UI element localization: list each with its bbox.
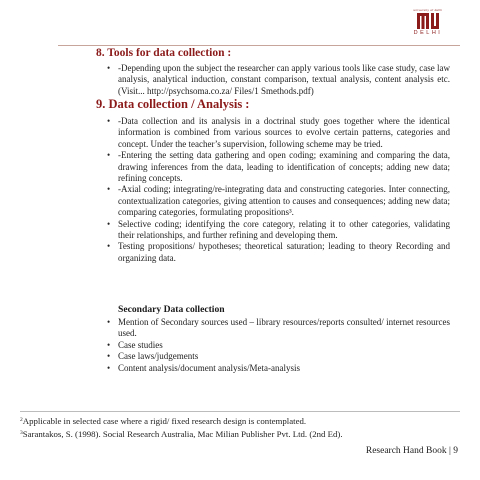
section-heading-analysis: 9. Data collection / Analysis :	[96, 97, 250, 111]
footnote	[20, 428, 460, 441]
subsection-heading-secondary: Secondary Data collection	[118, 304, 225, 315]
list-item: • Mention of Secondary sources used – library resources/reports consulted/ internet resources used.	[104, 317, 450, 340]
list-item: • -Axial coding; integrating/re-integrating data and constructing categories. Inter connecting, contextualization categories, giving attention to causes and consequences; adding new data; comparing categories, formulating propositions³.	[104, 184, 450, 218]
footnotes	[20, 415, 460, 440]
list-item: • Case studies	[104, 340, 450, 351]
list-item: • Testing propositions/ hypotheses; theoretical saturation; leading to theory Recording and organizing data.	[104, 241, 450, 264]
footnote	[20, 415, 460, 428]
page-footer: Research Hand Book | 9	[365, 446, 458, 456]
footnote-divider	[20, 411, 460, 412]
logo-tiny-text: university of delhi	[413, 8, 443, 12]
list-item: • Case laws/judgements	[104, 351, 450, 362]
section-heading-tools: 8. Tools for data collection :	[96, 47, 232, 59]
tools-list	[104, 63, 450, 97]
list-item: • Selective coding; identifying the core category, relating it to other categories, validating their relationships, and further refining and developing them.	[104, 219, 450, 242]
du-monogram-icon	[417, 13, 439, 29]
university-logo	[396, 8, 460, 42]
footnote-mark: 3	[20, 429, 23, 436]
list-item: • Content analysis/document analysis/Meta-analysis	[104, 363, 450, 374]
footnote-mark: 2	[20, 417, 23, 423]
footnote-text: Applicable in selected case where a rigid/ fixed research design is contemplated.	[22, 416, 307, 426]
footnote-text: Sarantakos, S. (1998). Social Research Australia, Mac Milian Publisher Pvt. Ltd. (2nd Ed).	[22, 428, 343, 439]
analysis-list	[104, 116, 450, 264]
list-item: • -Entering the setting data gathering and open coding; examining and comparing the data, drawing inferences from the data, leading to identification of concepts; adding new data; refining concepts.	[104, 150, 450, 184]
list-item: • -Depending upon the subject the researcher can apply various tools like case study, case law analysis, analytical induction, constant comparison, textual analysis, content analysis etc. (Visit... http://psychsoma.co.za/ Files/1 Smethods.pdf)	[104, 63, 450, 97]
logo-subtext: DELHI	[413, 30, 443, 36]
list-item: • -Data collection and its analysis in a doctrinal study goes together where the identical information is combined from various sources to evolve certain patterns, categories and concept. Under the teacher’s supervision, following scheme may be tried.	[104, 116, 450, 150]
secondary-list	[104, 317, 450, 374]
